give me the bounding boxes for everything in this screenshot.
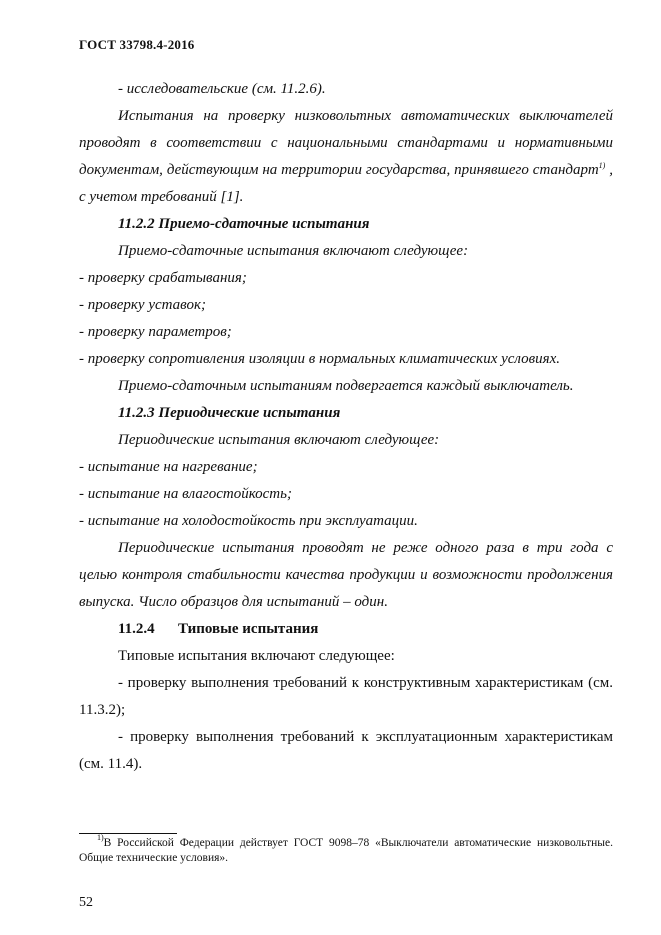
- section-heading-periodic-tests: 11.2.3 Периодические испытания: [118, 405, 341, 421]
- page-number: 52: [79, 895, 93, 910]
- section-heading-type-tests: [79, 616, 613, 643]
- footnote-separator: [79, 833, 177, 834]
- paragraph-low-voltage-text: Испытания на проверку низковольтных автоматических выключателей проводят в соответствии с национальными стандартами и нормативными документам, действующим на территории государства, принявшего стандарт: [79, 108, 613, 178]
- footnote-body: В Российской Федерации действует ГОСТ 9098–78 «Выключатели автоматические низковольтные. Общие технические условия».: [79, 837, 613, 864]
- document-code-header: ГОСТ 33798.4-2016: [79, 37, 195, 52]
- paragraph-periodic-intro: Периодические испытания включают следующее:: [118, 432, 440, 448]
- page-body: [79, 76, 613, 778]
- paragraph-research-tests: - исследовательские (см. 11.2.6).: [118, 81, 326, 97]
- list-item-setting-check: - проверку уставок;: [79, 297, 206, 313]
- paragraph-type-intro: Типовые испытания включают следующее:: [118, 648, 395, 664]
- list-item-trip-check: - проверку срабатывания;: [79, 270, 247, 286]
- list-item-moisture-test: - испытание на влагостойкость;: [79, 486, 292, 502]
- footnote-text: [79, 833, 613, 866]
- section-number: 11.2.4: [118, 621, 155, 637]
- list-item-operational-check: - проверку выполнения требований к эксплуатационным характеристикам (см. 11.4).: [79, 729, 613, 772]
- footnote: [79, 833, 613, 866]
- section-heading-acceptance-tests: 11.2.2 Приемо-сдаточные испытания: [118, 216, 370, 232]
- footnote-reference: 1): [598, 161, 606, 170]
- paragraph-acceptance-intro: Приемо-сдаточные испытания включают следующее:: [118, 243, 469, 259]
- list-item-parameter-check: - проверку параметров;: [79, 324, 232, 340]
- section-title: Типовые испытания: [178, 621, 319, 637]
- list-item-design-check: - проверку выполнения требований к конструктивным характеристикам (см. 11.3.2);: [79, 675, 613, 718]
- paragraph-acceptance-scope: Приемо-сдаточным испытаниям подвергается каждый выключатель.: [118, 378, 574, 394]
- list-item-insulation-check: - проверку сопротивления изоляции в нормальных климатических условиях.: [79, 351, 561, 367]
- list-item-heating-test: - испытание на нагревание;: [79, 459, 258, 475]
- list-item-cold-test: - испытание на холодостойкость при эксплуатации.: [79, 513, 418, 529]
- paragraph-periodic-frequency: Периодические испытания проводят не реже одного раза в три года с целью контроля стабильности качества продукции и возможности продолжения выпуска. Число образцов для испытаний – один.: [79, 540, 613, 610]
- paragraph-low-voltage-tests: [79, 103, 613, 211]
- footnote-marker: 1): [97, 833, 104, 842]
- paragraph-low-voltage-tail: , с учетом требований [1].: [79, 162, 614, 205]
